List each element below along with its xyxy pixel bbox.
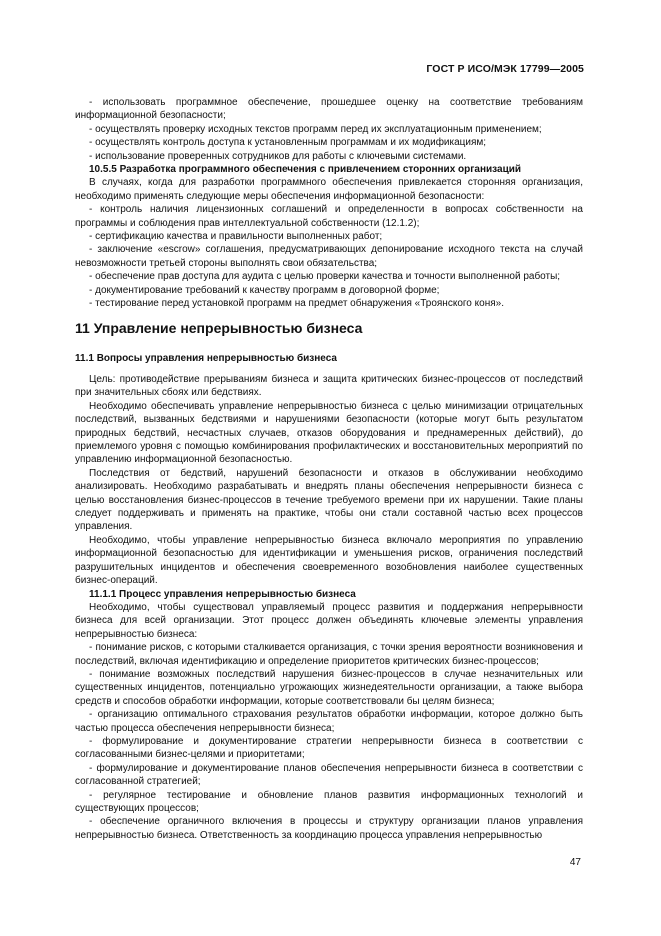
paragraph: - контроль наличия лицензионных соглашений и определенности в вопросах собственности на программы и соблюдения прав интеллектуальной собственности (12.1.2); [75, 204, 583, 229]
paragraph: В случаях, когда для разработки программного обеспечения привлекается сторонняя организация, необходимо применять следующие меры обеспечения информационной безопасности: [75, 177, 583, 202]
paragraph: - сертификацию качества и правильности выполненных работ; [89, 231, 383, 243]
paragraph: - формулирование и документирование планов обеспечения непрерывности бизнеса в соответствии с согласованной стратегией; [75, 762, 583, 788]
paragraph: Цель: противодействие прерываниям бизнеса и защита критических бизнес-процессов от последствий при значительных сбоях или бедствиях. [75, 374, 583, 399]
paragraph: - понимание возможных последствий нарушения бизнес-процессов в случае незначительных или существенных инцидентов, потенциально угрожающих жизнедеятельности организации, а также выбора средств и способов обработки информации, которые соответствовали бы целям бизнеса; [75, 668, 583, 707]
paragraph: - осуществлять проверку исходных текстов программ перед их эксплуатационным применением; [89, 123, 542, 135]
section-heading-10-5-5: 10.5.5 Разработка программного обеспечения с привлечением сторонних организаций [89, 164, 522, 176]
section-heading-11-1-1: 11.1.1 Процесс управления непрерывностью бизнеса [89, 588, 356, 600]
standard-header: ГОСТ Р ИСО/МЭК 17799—2005 [426, 63, 584, 75]
paragraph: - обеспечение органичного включения в процессы и структуру организации планов управления непрерывностью бизнеса. Ответственность за координацию процесса управления непрерывностью [75, 816, 583, 841]
paragraph: - формулирование и документирование стратегии непрерывности бизнеса в соответствии с согласованными бизнес-целями и приоритетами; [75, 735, 583, 761]
paragraph: Необходимо, чтобы управление непрерывностью бизнеса включало мероприятия по управлению информационной безопасностью для идентификации и уменьшения рисков, ограничения последствий разрушительных инцидентов и обеспечения своевременного возобновления наиболее существенных бизнес-операций. [75, 534, 583, 587]
paragraph: - документирование требований к качеству программ в договорной форме; [89, 284, 440, 296]
paragraph: - организацию оптимального страхования результатов обработки информации, которое должно быть частью процесса обеспечения непрерывности бизнеса; [75, 709, 583, 734]
paragraph: Необходимо, чтобы существовал управляемый процесс развития и поддержания непрерывности бизнеса для всей организации. Этот процесс должен объединять ключевые элементы управления непрерывностью бизнеса: [75, 601, 583, 640]
section-10-5-4-list [75, 96, 583, 311]
paragraph: - осуществлять контроль доступа к установленным программам и их модификациям; [89, 137, 487, 149]
section-11-1-text [75, 373, 583, 842]
paragraph: Последствия от бедствий, нарушений безопасности и отказов в обслуживании необходимо анализировать. Необходимо разрабатывать и внедрять планы обеспечения непрерывности бизнеса с целью восстановления бизнес-процессов в течение требуемого времени при их нарушении. Такие планы следует поддерживать и применять на практике, чтобы они стали составной частью всех процессов управления. [75, 467, 583, 533]
paragraph: - понимание рисков, с которыми сталкивается организация, с точки зрения вероятности возникновения и последствий, включая идентификацию и определение приоритетов критических бизнес-процессов; [75, 642, 583, 667]
paragraph: - обеспечение прав доступа для аудита с целью проверки качества и точности выполненной работы; [89, 271, 561, 283]
chapter-title: 11 Управление непрерывностью бизнеса [75, 320, 363, 336]
page-number: 47 [569, 857, 581, 868]
paragraph: - заключение «escrow» соглашения, предусматривающих депонирование исходного текста на случай невозможности третьей стороны выполнять свои обязательства; [75, 244, 583, 269]
paragraph: - тестирование перед установкой программ на предмет обнаружения «Троянского коня». [89, 298, 504, 310]
paragraph: - использование проверенных сотрудников для работы с ключевыми системами. [89, 150, 467, 162]
section-heading-11-1: 11.1 Вопросы управления непрерывностью бизнеса [75, 353, 337, 364]
paragraph: - использовать программное обеспечение, прошедшее оценку на соответствие требованиям информационной безопасности; [75, 97, 583, 122]
paragraph: Необходимо обеспечивать управление непрерывностью бизнеса с целью минимизации отрицательных последствий, вызванных бедствиями и нарушениями безопасности (которые могут быть результатом природных бедствий, несчастных случаев, отказов оборудования и преднамеренных действий), до приемлемого уровня с помощью комбинирования профилактических и восстановительных мероприятий по управлению информационной безопасностью. [75, 400, 583, 466]
paragraph: - регулярное тестирование и обновление планов развития информационных технологий и существующих процессов; [75, 789, 583, 814]
